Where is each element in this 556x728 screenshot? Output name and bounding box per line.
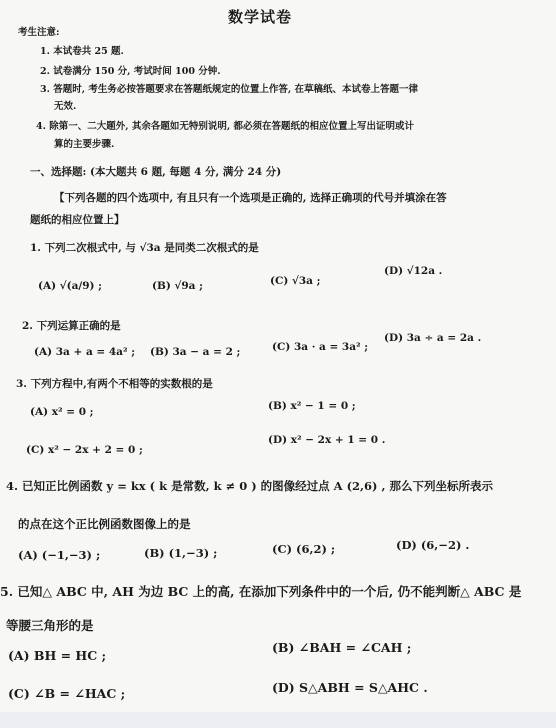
question-5-stem-line-2: 等腰三角形的是 — [6, 618, 94, 633]
question-2-option-a: (A) 3a + a = 4a² ; — [34, 346, 136, 358]
question-3-option-b: (B) x² − 1 = 0 ; — [268, 400, 356, 412]
question-2-option-b: (B) 3a − a = 2 ; — [150, 346, 241, 358]
question-2-stem: 2. 下列运算正确的是 — [22, 320, 121, 332]
notice-item-4-cont: 算的主要步骤. — [54, 139, 115, 150]
question-4-option-b: (B) (1,−3) ; — [144, 546, 218, 560]
question-1-option-a: (A) √(a/9) ; — [38, 280, 103, 292]
question-5-option-b: (B) ∠BAH = ∠CAH ; — [272, 640, 412, 655]
question-3-option-a: (A) x² = 0 ; — [30, 406, 94, 418]
question-5-option-d: (D) S△ABH = S△AHC . — [272, 680, 428, 695]
question-4-option-c: (C) (6,2) ; — [272, 542, 336, 556]
question-4-option-d: (D) (6,−2) . — [396, 538, 470, 552]
notice-heading: 考生注意: — [18, 27, 60, 38]
question-1-option-b: (B) √9a ; — [152, 280, 204, 292]
notice-item-4: 4. 除第一、二大题外, 其余各题如无特别说明, 都必须在答题纸的相应位置上写出证明或计 — [36, 121, 414, 132]
question-5-option-a: (A) BH = HC ; — [8, 648, 107, 663]
section-heading: 一、选择题: (本大题共 6 题, 每题 4 分, 满分 24 分) — [30, 166, 282, 178]
notice-item-3: 3. 答题时, 考生务必按答题要求在答题纸规定的位置上作答, 在草稿纸、本试卷上答题一律 — [40, 84, 418, 95]
question-1-stem: 1. 下列二次根式中, 与 √3a 是同类二次根式的是 — [30, 242, 259, 254]
question-5-option-c: (C) ∠B = ∠HAC ; — [8, 686, 126, 701]
question-5-stem-line-1: 5. 已知△ ABC 中, AH 为边 BC 上的高, 在添加下列条件中的一个后, 仍不能判断△ ABC 是 — [0, 584, 522, 599]
page-bottom-edge — [0, 712, 556, 728]
section-instruction-1: 【下列各题的四个选项中, 有且只有一个选项是正确的, 选择正确项的代号并填涂在答 — [54, 192, 447, 204]
question-4-stem-line-2: 的点在这个正比例函数图像上的是 — [18, 517, 191, 531]
notice-item-2: 2. 试卷满分 150 分, 考试时间 100 分钟. — [40, 66, 221, 77]
page-title: 数学试卷 — [228, 8, 293, 26]
question-4-stem-line-1: 4. 已知正比例函数 y = kx ( k 是常数, k ≠ 0 ) 的图像经过点 A (2,6) , 那么下列坐标所表示 — [6, 479, 493, 493]
question-3-option-d: (D) x² − 2x + 1 = 0 . — [268, 434, 386, 446]
notice-item-1: 1. 本试卷共 25 题. — [40, 46, 124, 57]
question-3-option-c: (C) x² − 2x + 2 = 0 ; — [26, 444, 143, 456]
question-2-option-c: (C) 3a · a = 3a² ; — [272, 341, 369, 353]
question-4-option-a: (A) (−1,−3) ; — [18, 548, 101, 562]
question-1-option-d: (D) √12a . — [384, 265, 443, 277]
notice-item-3-cont: 无效. — [54, 101, 77, 112]
question-2-option-d: (D) 3a ÷ a = 2a . — [384, 332, 482, 344]
question-1-option-c: (C) √3a ; — [270, 275, 321, 287]
question-3-stem: 3. 下列方程中,有两个不相等的实数根的是 — [16, 378, 213, 390]
section-instruction-2: 题纸的相应位置上】 — [30, 214, 125, 226]
